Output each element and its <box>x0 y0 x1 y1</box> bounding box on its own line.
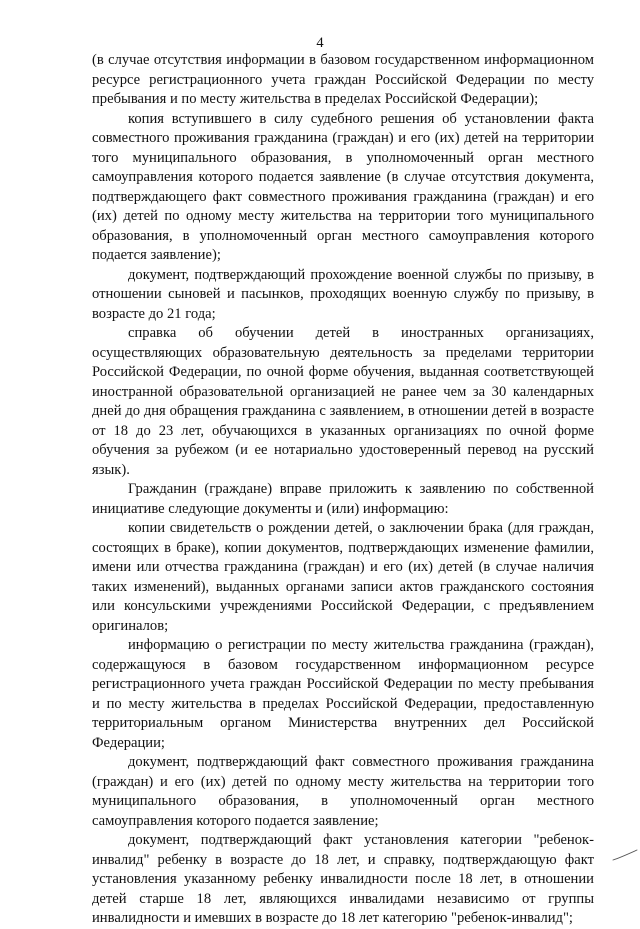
paragraph: справка об обучении детей в иностранных организациях, осуществляющих образовательную деятельность за пределами территории Российской Федерации, по очной форме обучения, выданная соответствующей иностранной образовательной организацией не ранее чем за 30 календарных дней до дня обращения гражданина с заявлением, в отношении детей в возрасте от 18 до 23 лет, обучающихся в указанных организациях по очной форме обучения за рубежом (и ее нотариально удостоверенный перевод на русский язык). <box>92 325 594 478</box>
paragraph: копия вступившего в силу судебного решения об установлении факта совместного проживания гражданина (граждан) и его (их) детей на территории того муниципального образования, в уполномоченный орган местного самоуправления которого подается заявление (в случае отсутствия документа, подтверждающего факт совместного проживания гражданина (граждан) и его (их) детей по одному месту жительства на территории того муниципального образования, в уполномоченный орган местного самоуправления которого подается заявление); <box>92 110 594 263</box>
paragraph: Гражданин (граждане) вправе приложить к заявлению по собственной инициативе следующие документы и (или) информацию: <box>92 481 594 517</box>
paragraph: информацию о регистрации по месту жительства гражданина (граждан), содержащуюся в базовом государственном информационном ресурсе регистрационного учета граждан Российской Федерации по месту пребывания и по месту жительства в пределах Российской Федерации, предоставленную территориальным органом Министерства внутренних дел Российской Федерации; <box>92 637 594 751</box>
pen-mark <box>612 848 638 862</box>
paragraph: копии свидетельств о рождении детей, о заключении брака (для граждан, состоящих в браке), копии документов, подтверждающих изменение фамилии, имени или отчества гражданина (граждан) и его (их) детей (в случае наличия таких изменений), выданных органами записи актов гражданского состояния или консульскими учреждениями Российской Федерации, с предъявлением оригиналов; <box>92 520 594 634</box>
paragraph: документ, подтверждающий факт установления категории "ребенок-инвалид" ребенку в возрасте до 18 лет, и справку, подтверждающую факт установления указанному ребенку инвалидности после 18 лет, в отношении детей старше 18 лет, являющихся инвалидами независимо от группы инвалидности и имевших в возрасте до 18 лет категорию "ребенок-инвалид"; <box>92 832 594 926</box>
paragraph: документ, подтверждающий прохождение военной службы по призыву, в отношении сыновей и пасынков, проходящих военную службу по призыву, в возрасте до 21 года; <box>92 266 594 322</box>
paragraph: (в случае отсутствия информации в базовом государственном информационном ресурсе регистрационного учета граждан Российской Федерации по месту пребывания и по месту жительства в пределах Российской Федерации); <box>92 52 594 107</box>
page-number: 4 <box>316 35 324 51</box>
document-body <box>92 51 594 929</box>
paragraph: документ, подтверждающий факт совместного проживания гражданина (граждан) и его (их) детей по одному месту жительства на территории того муниципального образования, в уполномоченный орган местного самоуправления которого подается заявление; <box>92 754 594 829</box>
